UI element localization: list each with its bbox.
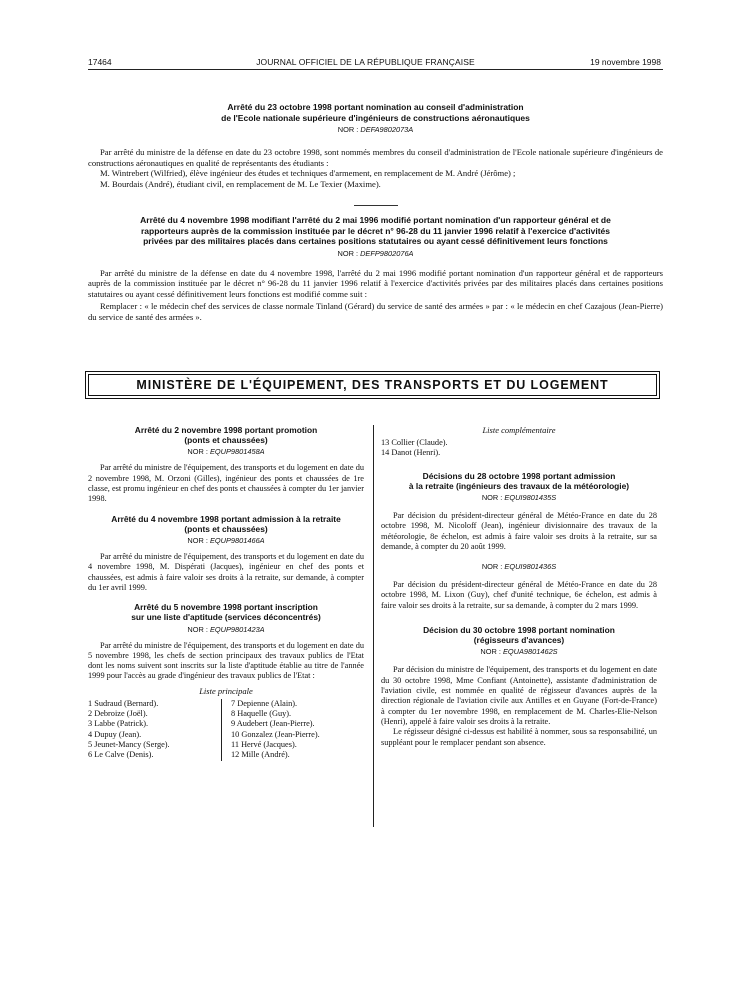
decree-title-line: Décisions du 28 octobre 1998 portant admission	[422, 470, 616, 481]
decree-paragraph: Par décision du ministre de l'équipement, des transports et du logement en date du 30 octobre 1998, Mme Confiant (Antoinette), assistante d'administration de l'aviation civile, est nommée en qualité de régisseur d'avances auprès de la direction régionale de l'aviation civile aux Antilles et en Guyane (Fort-de-France) à compter du 1er novembre 1998, en remplacement de M. Charles-Elie-Nelson (Henri), appelé à faire valoir ses droits à la retraite.	[381, 665, 657, 726]
decree-paragraph: Par arrêté du ministre de la défense en date du 4 novembre 1998, l'arrêté du 2 mai 1996 modifié portant nomination d'un rapporteur général et de rapporteurs auprès de la commission instituée par le décret n° 96-28 du 11 janvier 1996 relatif à l'exercice d'activités privées par des militaires placés dans certaines positions statutaires ou ayant cessé définitivement leurs fonctions est modifié comme suit :	[88, 267, 663, 299]
decree-paragraph: Remplacer : « le médecin chef des services de classe normale Tinland (Gérard) du service de santé des armées » par : « le médecin en chef Cazajous (Jean-Pierre) du service de santé des armées ».	[88, 301, 663, 322]
nor-code: EQUP9801466A	[209, 536, 265, 545]
nor-reference	[88, 447, 364, 457]
nor-label: NOR :	[481, 562, 503, 572]
nor-label: NOR :	[187, 536, 208, 545]
page-number: 17464	[88, 57, 112, 67]
separator	[88, 205, 663, 206]
header-rule	[88, 69, 663, 70]
decree-body	[88, 147, 663, 189]
nor-label: NOR :	[187, 447, 208, 457]
list-item: 13 Collier (Claude).	[381, 438, 448, 447]
decree-retirement	[88, 514, 364, 594]
decree-promotion	[88, 425, 364, 505]
nor-code: EQUA9801462S	[502, 647, 558, 657]
decree-paragraph: Par décision du président-directeur général de Météo-France en date du 28 octobre 1998, M. Nicoloff (Jean), ingénieur divisionnaire des travaux de la météorologie, 8e échelon, est admis à faire valoir ses droits à la retraite, sur sa demande, à compter du 20 août 1999.	[381, 511, 657, 551]
decree-body	[88, 552, 364, 593]
decree-body	[381, 665, 657, 747]
decree-title	[88, 425, 364, 445]
nor-label: NOR :	[337, 248, 359, 258]
decree-body	[381, 511, 657, 552]
decree-title	[88, 514, 364, 534]
decree-paragraph: M. Bourdais (André), étudiant civil, en remplacement de M. Le Texier (Maxime).	[100, 178, 381, 189]
journal-title: JOURNAL OFFICIEL DE LA RÉPUBLIQUE FRANÇAISE	[256, 57, 475, 67]
decision-meteo-retirement	[381, 471, 657, 553]
nor-reference	[88, 536, 364, 546]
decree-title-line: (ponts et chaussées)	[184, 523, 268, 534]
decree-paragraph: M. Wintrebert (Wilfried), élève ingénieur des études et techniques d'armement, en remplacement de M. André (Jérôme) ;	[100, 168, 516, 179]
nor-label: NOR :	[480, 647, 501, 657]
nor-code: EQUP9801423A	[209, 624, 265, 634]
list-item: 2 Debroize (Joël).	[88, 709, 148, 719]
list-item: 11 Hervé (Jacques).	[231, 739, 297, 749]
decree-aptitude-list	[88, 602, 364, 760]
complementary-list	[381, 438, 657, 459]
decree-body	[88, 463, 364, 504]
nor-label: NOR :	[481, 493, 503, 502]
decree-body	[381, 580, 657, 611]
list-item: 10 Gonzalez (Jean-Pierre).	[231, 729, 320, 739]
list-item: 7 Depienne (Alain).	[231, 698, 298, 708]
names-column	[88, 699, 221, 761]
list-item: 4 Dupuy (Jean).	[88, 729, 142, 739]
nor-code: DEFP9802076A	[360, 248, 414, 258]
nor-reference	[381, 493, 657, 503]
decree-title-line: sur une liste d'aptitude (services déconcentrés)	[131, 612, 321, 623]
decree-paragraph: Par arrêté du ministre de l'équipement, des transports et du logement en date du 5 novembre 1998, les chefs de section principaux des travaux publics de l'Etat dont les noms suivent sont inscrits sur la liste d'aptitude établie au titre de l'année 1999 pour l'accès au grade d'ingénieur des travaux publics de l'Etat :	[88, 640, 364, 681]
names-table	[88, 699, 364, 761]
decree-title	[381, 625, 657, 645]
decree-title-line: privées par des militaires placés dans certaines positions statutaires ou ayant cessé définitivement leurs fonctions	[143, 236, 608, 246]
ministry-banner: MINISTÈRE DE L'ÉQUIPEMENT, DES TRANSPORTS ET DU LOGEMENT	[88, 374, 657, 396]
decision-regisseur	[381, 625, 657, 748]
issue-date: 19 novembre 1998	[590, 57, 661, 67]
list-item: 8 Haquelle (Guy).	[231, 709, 292, 719]
decree-title-line: (régisseurs d'avances)	[473, 635, 565, 646]
decree-paragraph: Par décision du président-directeur général de Météo-France en date du 28 octobre 1998, M. Lixon (Guy), chef d'unité technique, 6e échelon, est admis à faire valoir ses droits à la retraite, sur sa demande, à compter du 2 mars 1999.	[381, 580, 657, 610]
decree-title-line: Arrêté du 5 novembre 1998 portant inscription	[134, 602, 318, 613]
decree-title-line: Arrêté du 4 novembre 1998 modifiant l'arrêté du 2 mai 1996 modifié portant nomination d'un rapporteur général et de	[140, 215, 611, 225]
decree-title	[381, 471, 657, 491]
decree-title-line: Décision du 30 octobre 1998 portant nomination	[423, 625, 615, 636]
nor-label: NOR :	[187, 624, 208, 634]
nor-reference	[88, 249, 663, 259]
list-item: 1 Sudraud (Bernard).	[88, 698, 159, 708]
decree-paragraph: Le régisseur désigné ci-dessus est habilité à nommer, sous sa responsabilité, un suppléant pour le remplacer pendant son absence.	[381, 727, 657, 747]
decree-paragraph: Par arrêté du ministre de l'équipement, des transports et du logement en date du 4 novembre 1998, M. Dispérati (Jacques), ingénieur en chef des ponts et chaussées, est admis à faire valoir ses droits à la retraite, sur demande, à compter du 1er avril 1999.	[88, 552, 364, 592]
decree-title-line: à la retraite (ingénieurs des travaux de la météorologie)	[408, 480, 630, 491]
nor-reference	[88, 125, 663, 135]
nor-reference	[88, 625, 364, 635]
list-item: 14 Danot (Henri).	[381, 448, 441, 458]
list-title: Liste complémentaire	[482, 425, 556, 435]
decree-paragraph: Par arrêté du ministre de l'équipement, des transports et du logement en date du 2 novembre 1998, M. Orzoni (Gilles), ingénieur des ponts et chaussées de 1re classe, est promu ingénieur en chef des ponts et chaussées à compter du 1er janvier 1998.	[88, 463, 364, 504]
decree-title-line: de l'Ecole nationale supérieure d'ingénieurs de constructions aéronautiques	[221, 112, 530, 123]
nor-code: EQUI9801436S	[504, 562, 557, 572]
left-column	[88, 425, 364, 770]
decree-ensica	[88, 102, 663, 189]
list-title: Liste principale	[199, 685, 253, 696]
column-rule	[373, 425, 374, 827]
list-item: 9 Audebert (Jean-Pierre).	[231, 719, 315, 729]
decree-title	[88, 102, 663, 123]
decree-title-line: Arrêté du 2 novembre 1998 portant promotion	[134, 425, 318, 435]
decree-title-line: Arrêté du 23 octobre 1998 portant nomination au conseil d'administration	[227, 102, 524, 112]
decree-body	[88, 268, 663, 323]
list-item: 6 Le Calve (Denis).	[88, 750, 154, 760]
decree-title-line: rapporteurs auprès de la commission instituée par le décret n° 96-28 du 11 janvier 1996 relatif à l'exercice d'activités	[140, 225, 610, 236]
nor-reference	[381, 562, 657, 572]
decree-paragraph: Par arrêté du ministre de la défense en date du 23 octobre 1998, sont nommés membres du conseil d'administration de l'Ecole nationale supérieure d'ingénieurs de constructions aéronautiques en qualité de représentants des étudiants :	[88, 147, 663, 168]
decree-title-line: Arrêté du 4 novembre 1998 portant admission à la retraite	[111, 513, 341, 524]
decree-title	[88, 602, 364, 622]
nor-reference	[381, 647, 657, 657]
list-item: 3 Labbe (Patrick).	[88, 719, 149, 729]
decree-rapporteur	[88, 215, 663, 322]
decision-meteo-retirement-2	[381, 562, 657, 611]
list-item: 12 Mille (André).	[231, 750, 290, 760]
nor-code: DEFA9802073A	[360, 125, 414, 134]
nor-label: NOR :	[337, 125, 359, 134]
right-column	[381, 425, 657, 757]
names-column	[221, 699, 364, 761]
decree-title	[88, 215, 663, 247]
decree-title-line: (ponts et chaussées)	[184, 435, 268, 446]
nor-code: EQUP9801458A	[209, 447, 265, 457]
list-item: 5 Jeunet-Mancy (Serge).	[88, 739, 170, 749]
nor-code: EQUI9801435S	[504, 493, 557, 502]
decree-body	[88, 641, 364, 682]
